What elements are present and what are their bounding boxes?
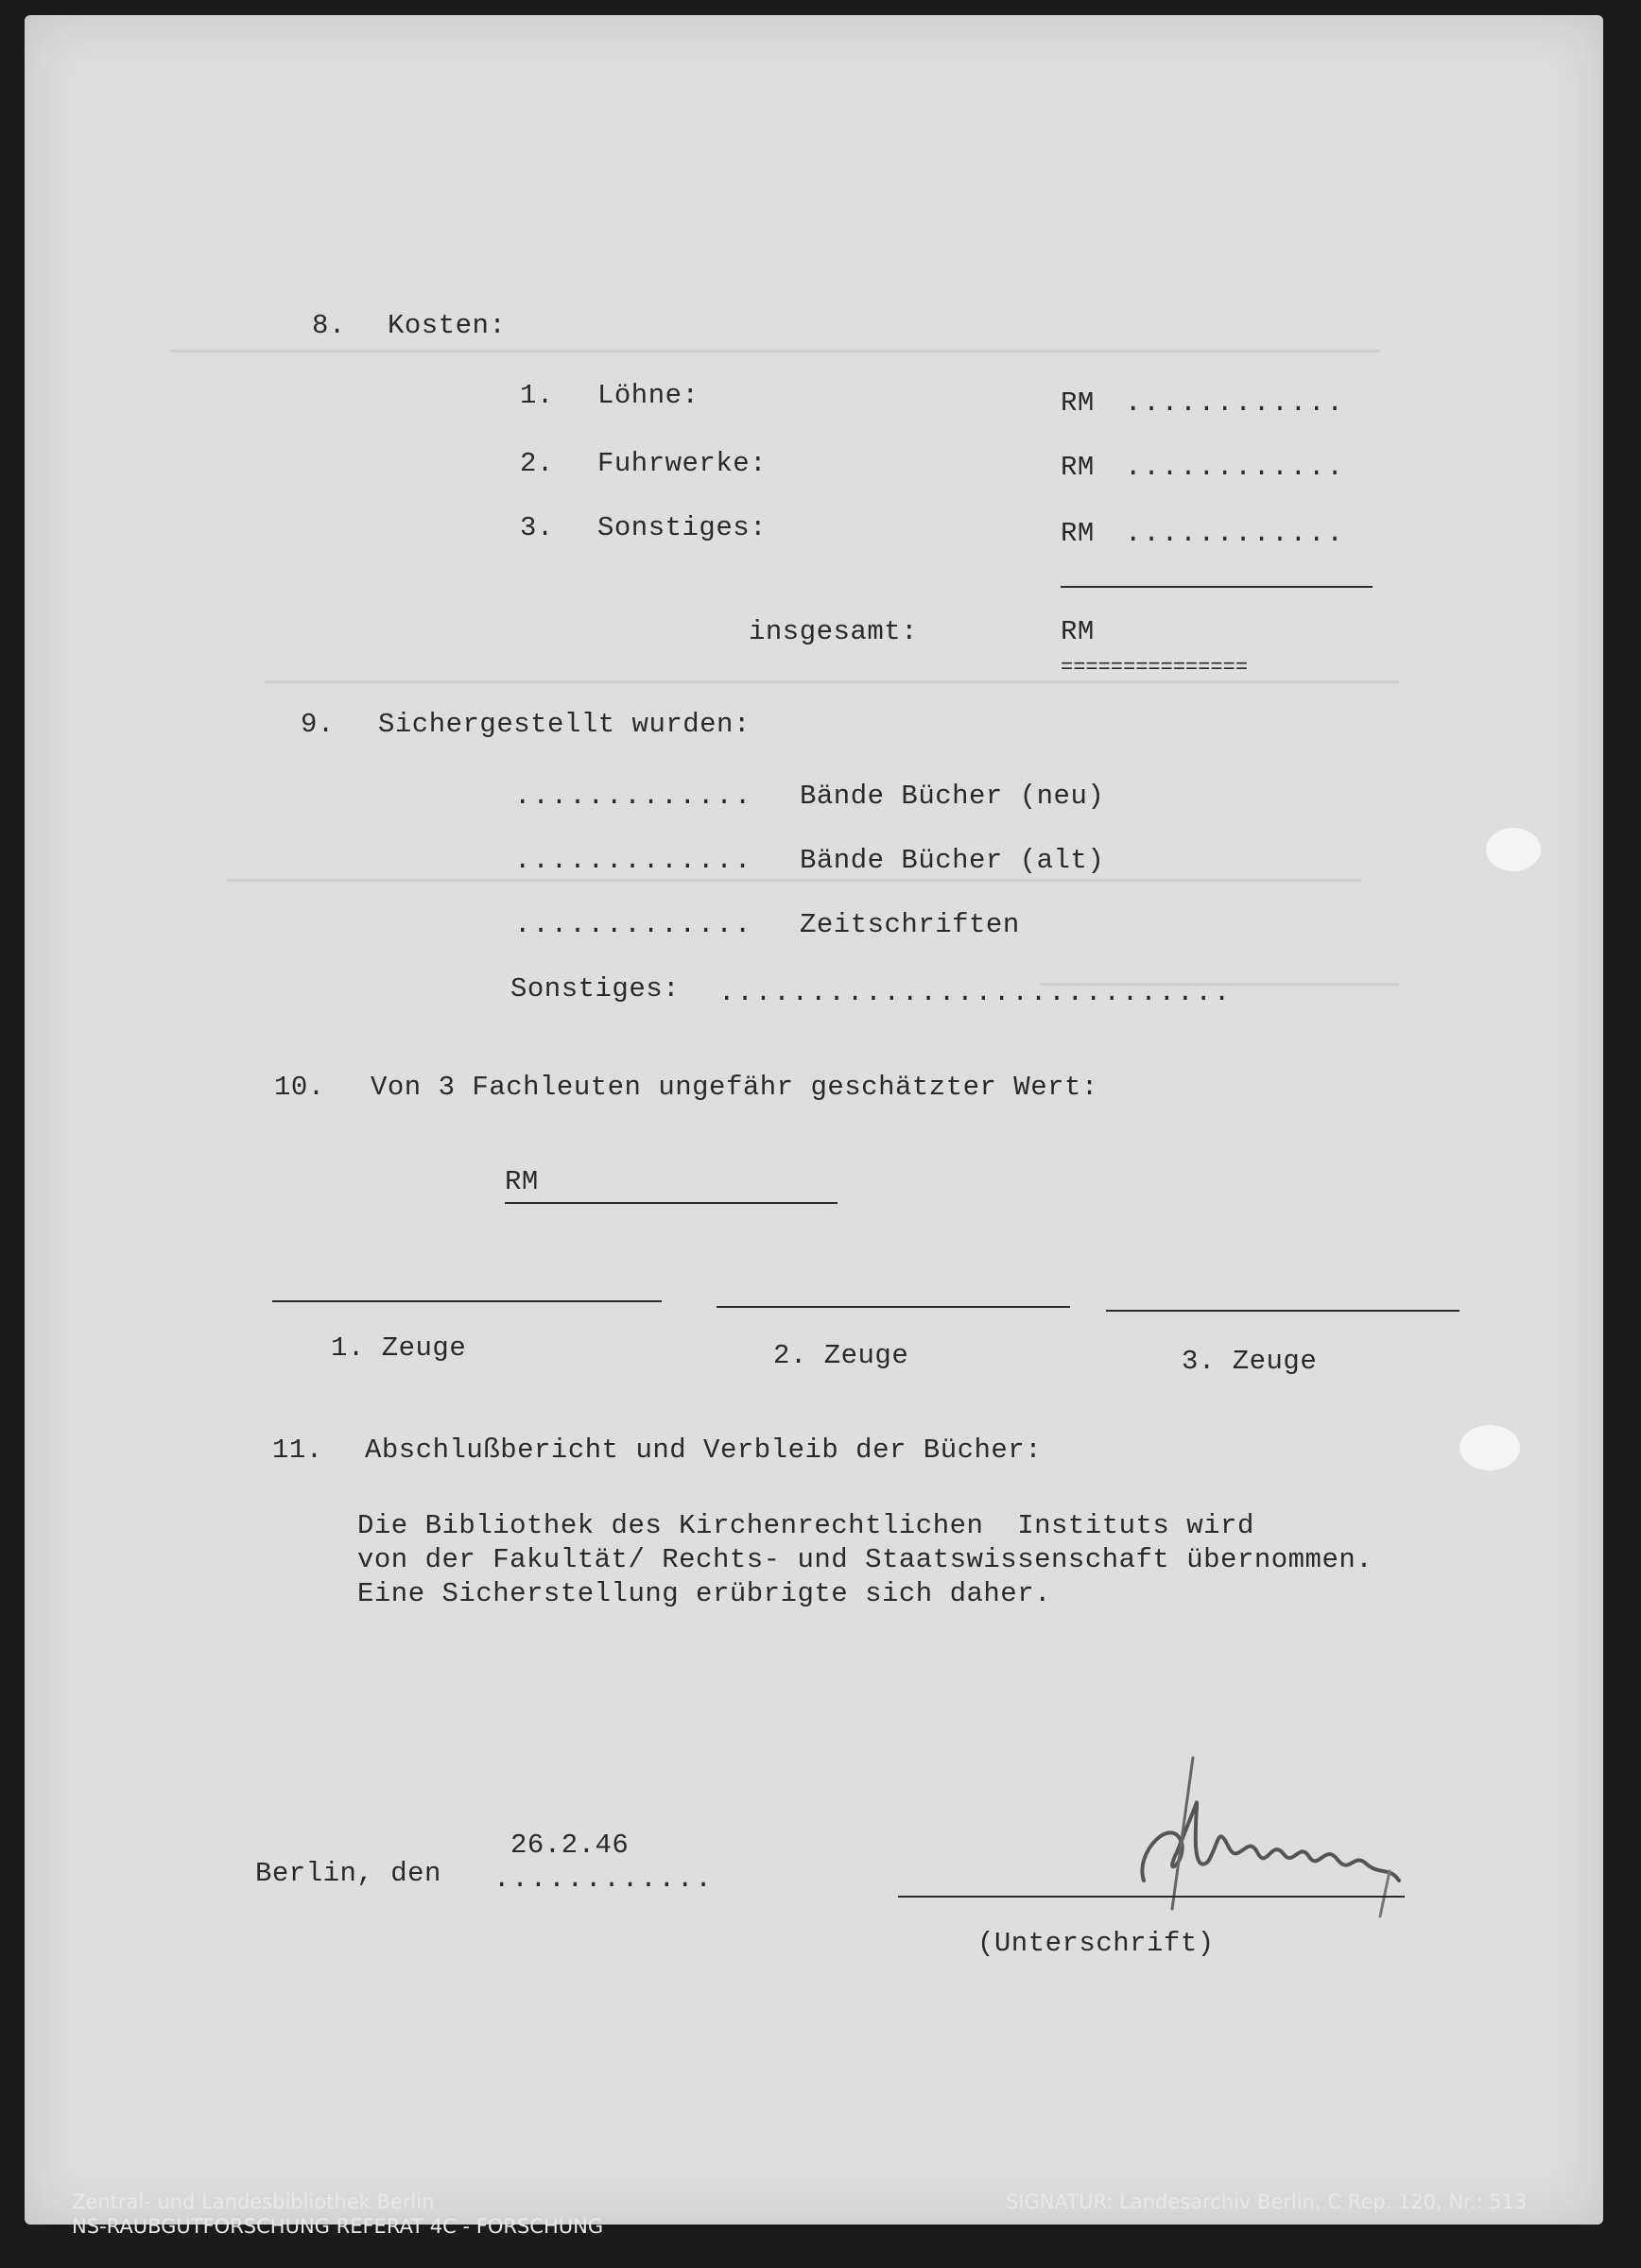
witness-3-label: 3. Zeuge [1182, 1346, 1318, 1377]
report-text-line: Eine Sicherstellung erübrigte sich daher. [357, 1578, 1052, 1609]
bleed-through-line [170, 350, 1380, 352]
witness-2-label: 2. Zeuge [773, 1340, 909, 1371]
value-currency: RM [505, 1166, 539, 1197]
report-text-line: von der Fakultät/ Rechts- und Staatswissenschaft übernommen. [357, 1544, 1373, 1575]
seized-other-label: Sonstiges: [510, 973, 681, 1005]
value-line [505, 1202, 838, 1204]
witness-1-label: 1. Zeuge [331, 1332, 467, 1364]
bleed-through-line [227, 879, 1361, 882]
cost-item-value: ............ [1125, 387, 1345, 419]
cost-item-number: 3. [520, 512, 554, 543]
bleed-through-line [265, 680, 1399, 683]
footer-signatur: SIGNATUR: Landesarchiv Berlin, C Rep. 120, Nr.: 513 [1006, 2191, 1528, 2213]
cost-item-label: Sonstiges: [597, 512, 768, 543]
cost-item-currency: RM [1061, 518, 1095, 549]
witness-2-line [717, 1306, 1070, 1308]
sum-rule [1061, 586, 1373, 588]
report-text-line: Die Bibliothek des Kirchenrechtlichen Instituts wird [357, 1510, 1254, 1541]
section-9-number: 9. [301, 709, 335, 740]
footer-library-line1: Zentral- und Landesbibliothek Berlin [72, 2191, 435, 2213]
signature-line [898, 1896, 1405, 1898]
cost-item-currency: RM [1061, 452, 1095, 483]
seized-item-label: Bände Bücher (neu) [800, 781, 1105, 812]
section-9-title: Sichergestellt wurden: [378, 709, 751, 740]
section-8-number: 8. [312, 310, 346, 341]
section-11-number: 11. [272, 1435, 323, 1466]
section-10-number: 10. [274, 1072, 325, 1103]
witness-1-line [272, 1300, 662, 1302]
date-dots: ............ [493, 1864, 714, 1895]
cost-item-label: Fuhrwerke: [597, 448, 768, 479]
witness-3-line [1106, 1310, 1460, 1312]
cost-item-value: ............ [1125, 452, 1345, 483]
handwritten-signature [1106, 1748, 1418, 1918]
section-10-title: Von 3 Fachleuten ungefähr geschätzter Wert: [371, 1072, 1098, 1103]
total-double-rule: =============== [1061, 656, 1249, 679]
seized-other-value: ............................ [718, 977, 1233, 1008]
seized-count: ............. [514, 909, 753, 940]
seized-item-label: Zeitschriften [800, 909, 1020, 940]
cost-item-number: 1. [520, 380, 554, 411]
cost-item-currency: RM [1061, 387, 1095, 419]
place-label: Berlin, den [255, 1858, 441, 1889]
section-11-title: Abschlußbericht und Verbleib der Bücher: [365, 1435, 1043, 1466]
cost-item-label: Löhne: [597, 380, 700, 411]
cost-item-value: ............ [1125, 518, 1345, 549]
signature-label: (Unterschrift) [977, 1928, 1215, 1959]
total-label: insgesamt: [749, 616, 919, 647]
seized-count: ............. [514, 845, 753, 876]
footer-library-line2: NS-RAUBGUTFORSCHUNG REFERAT 4C - FORSCHUNG [72, 2215, 604, 2238]
punch-hole [1486, 828, 1541, 871]
seized-count: ............. [514, 781, 753, 812]
seized-item-label: Bände Bücher (alt) [800, 845, 1105, 876]
total-currency: RM [1061, 616, 1095, 647]
punch-hole [1460, 1425, 1520, 1470]
cost-item-number: 2. [520, 448, 554, 479]
date-value: 26.2.46 [510, 1830, 630, 1861]
section-8-title: Kosten: [388, 310, 507, 341]
